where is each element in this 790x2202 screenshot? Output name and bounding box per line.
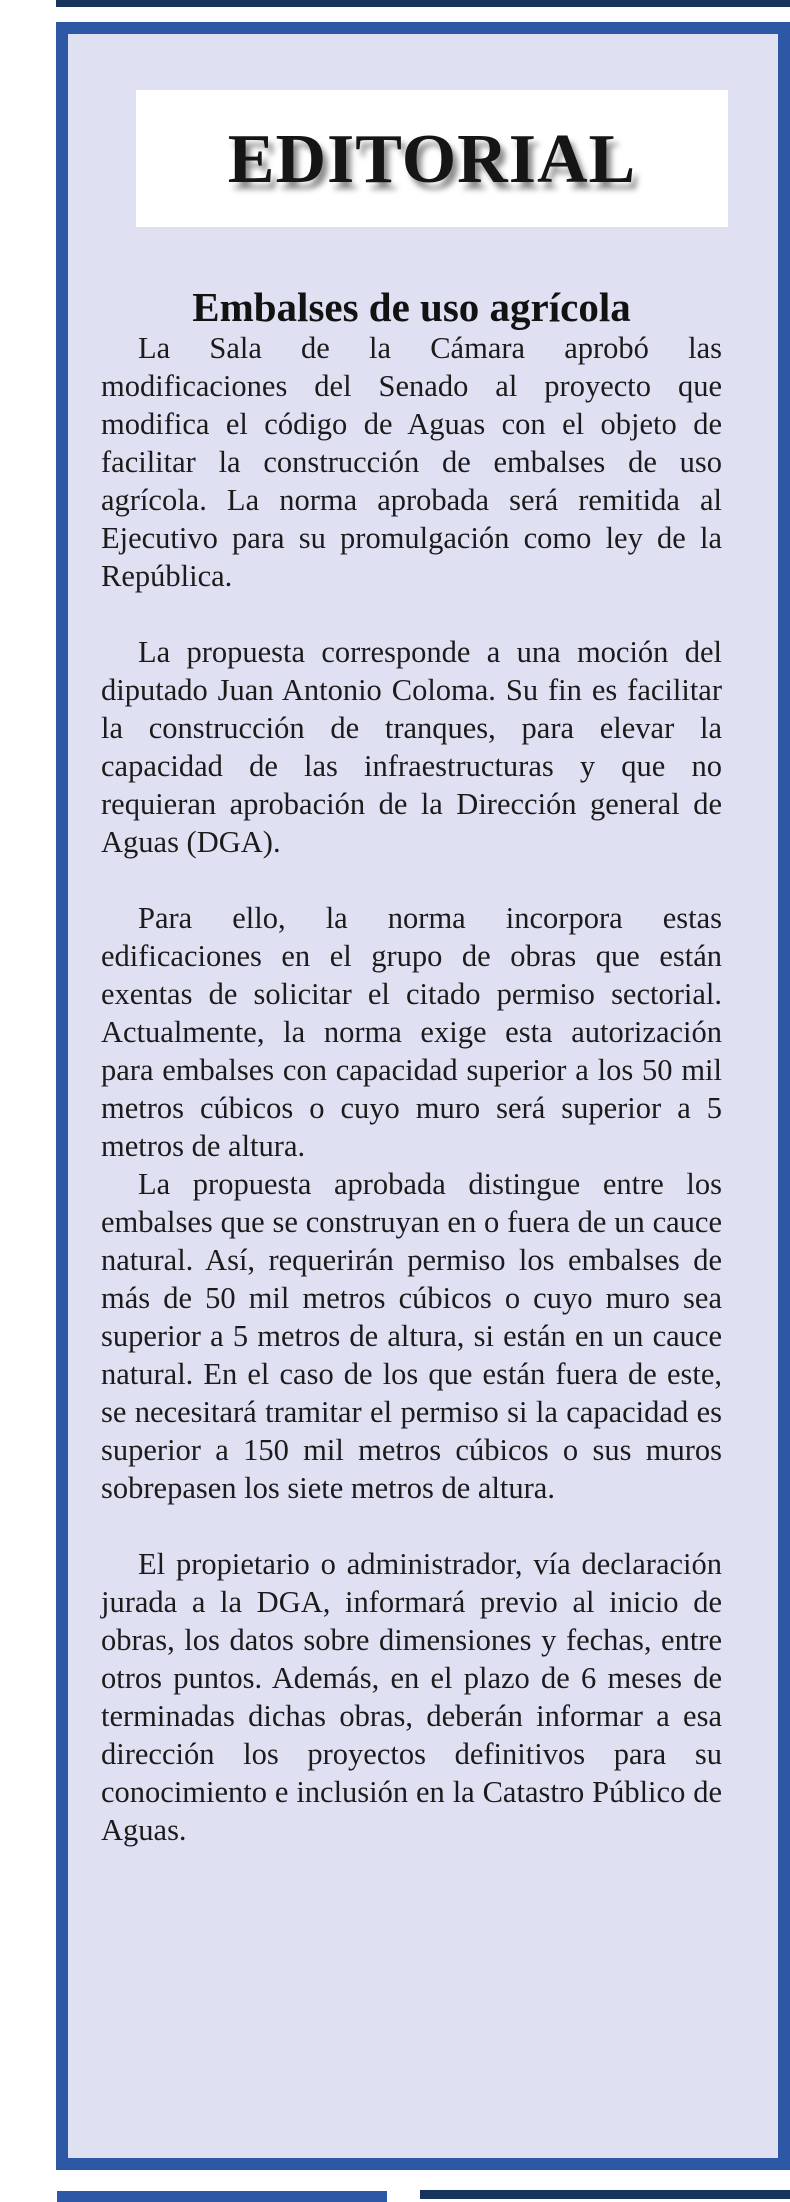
bottom-tab-right: [420, 2190, 790, 2199]
bottom-tab-left: [57, 2188, 387, 2202]
article-paragraph: Para ello, la norma incorpora estas edificaciones en el grupo de obras que están exentas de solicitar el citado permiso sectorial. Actualmente, la norma exige esta autorización para embalses con capacidad superior a los 50 mil metros cúbicos o cuyo muro será superior a 5 metros de altura.: [101, 901, 722, 1163]
article-paragraph: La propuesta corresponde a una moción del diputado Juan Antonio Coloma. Su fin es facilitar la construcción de tranques, para elevar la capacidad de las infraestructuras y que no requieran aprobación de la Dirección general de Aguas (DGA).: [101, 635, 722, 859]
article-paragraph: La Sala de la Cámara aprobó las modificaciones del Senado al proyecto que modifica el código de Aguas con el objeto de facilitar la construcción de embalses de uso agrícola. La norma aprobada será remitida al Ejecutivo para su promulgación como ley de la República.: [101, 331, 722, 593]
section-banner: [136, 90, 728, 227]
editorial-panel: [68, 34, 778, 2158]
section-title: EDITORIAL: [227, 120, 637, 198]
article-paragraph: El propietario o administrador, vía declaración jurada a la DGA, informará previo al inicio de obras, los datos sobre dimensiones y fechas, entre otros puntos. Además, en el plazo de 6 meses de terminadas dichas obras, deberán informar a esa dirección los proyectos definitivos para su conocimiento e inclusión en la Catastro Público de Aguas.: [101, 1547, 722, 1847]
article-body: [101, 329, 722, 1849]
article-headline: Embalses de uso agrícola: [192, 284, 631, 330]
top-rule: [56, 0, 790, 7]
article-paragraph: La propuesta aprobada distingue entre los embalses que se construyan en o fuera de un cauce natural. Así, requerirán permiso los embalses de más de 50 mil metros cúbicos o cuyo muro sea superior a 5 metros de altura, si están en un cauce natural. En el caso de los que están fuera de este, se necesitará tramitar el permiso si la capacidad es superior a 150 mil metros cúbicos o sus muros sobrepasen los siete metros de altura.: [101, 1167, 722, 1505]
editorial-frame: [56, 22, 790, 2170]
